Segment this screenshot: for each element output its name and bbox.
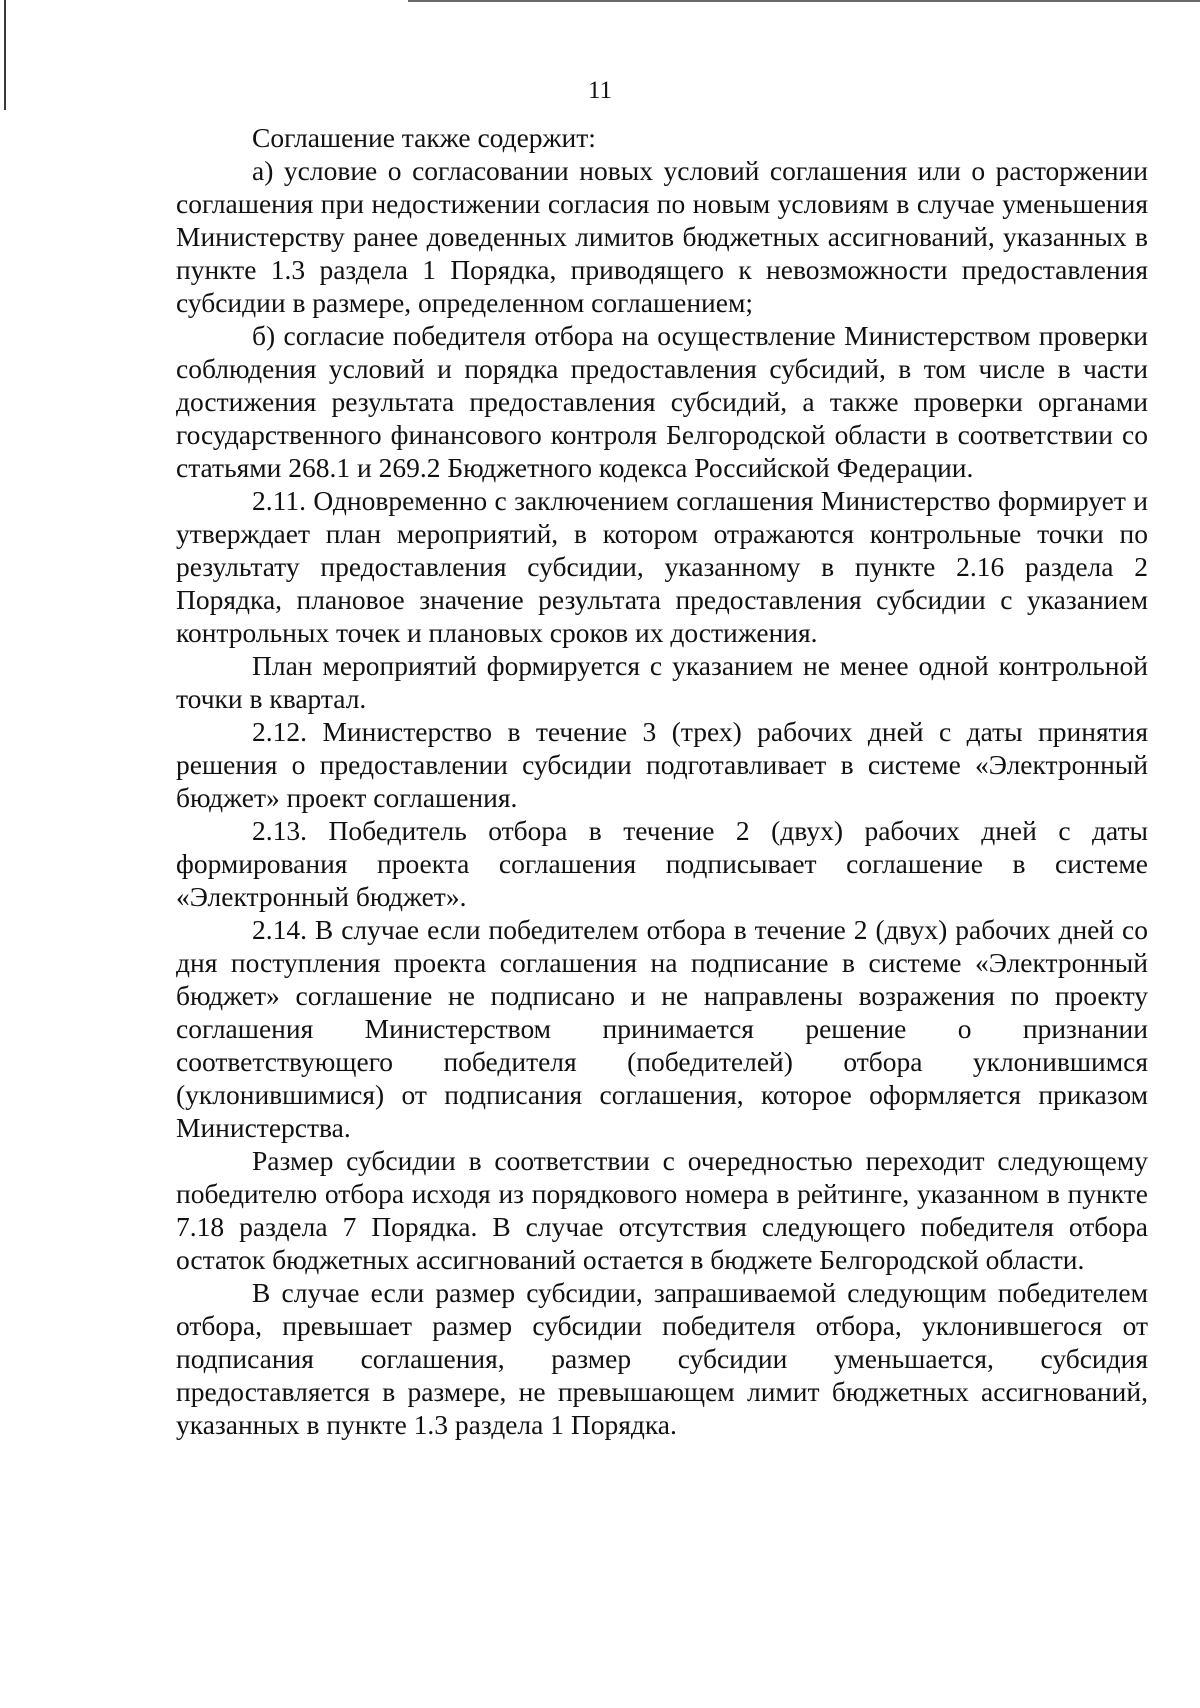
- paragraph-2-13: 2.13. Победитель отбора в течение 2 (двух) рабочих дней с даты формирования проекта соглашения подписывает соглашение в системе «Электронный бюджет».: [176, 815, 1148, 912]
- page-number: 11: [587, 77, 613, 104]
- paragraph-item-a: а) условие о согласовании новых условий соглашения или о расторжении соглашения при недостижении согласия по новым условиям в случае уменьшения Министерству ранее доведенных лимитов бюджетных ассигнований, указанных в пункте 1.3 раздела 1 Порядка, приводящего к невозможности предоставления субсидии в размере, определенном соглашением;: [176, 155, 1148, 318]
- paragraph-2-14: 2.14. В случае если победителем отбора в течение 2 (двух) рабочих дней со дня поступления проекта соглашения на подписание в системе «Электронный бюджет» соглашение не подписано и не направлены возражения по проекту соглашения Министерством принимается решение о признании соответствующего победителя (победителей) отбора уклонившимся (уклонившимися) от подписания соглашения, которое оформляется приказом Министерства.: [176, 914, 1148, 1143]
- paragraph-item-b: б) согласие победителя отбора на осуществление Министерством проверки соблюдения условий и порядка предоставления субсидий, в том числе в части достижения результата предоставления субсидий, а также проверки органами государственного финансового контроля Белгородской области в соответствии со статьями 268.1 и 269.2 Бюджетного кодекса Российской Федерации.: [176, 320, 1148, 483]
- paragraph-subsidy-reduction: В случае если размер субсидии, запрашиваемой следующим победителем отбора, превышает размер субсидии победителя отбора, уклонившегося от подписания соглашения, размер субсидии уменьшается, субсидия предоставляется в размере, не превышающем лимит бюджетных ассигнований, указанных в пункте 1.3 раздела 1 Порядка.: [176, 1277, 1148, 1440]
- paragraph-2-11: 2.11. Одновременно с заключением соглашения Министерство формирует и утверждает план мероприятий, в котором отражаются контрольные точки по результату предоставления субсидии, указанному в пункте 2.16 раздела 2 Порядка, плановое значение результата предоставления субсидии с указанием контрольных точек и плановых сроков их достижения.: [176, 485, 1148, 648]
- paragraph-agreement-contains: Соглашение также содержит:: [252, 122, 596, 153]
- scan-edge-line: [408, 0, 1200, 2]
- document-body: [176, 121, 1148, 1441]
- paragraph-action-plan: План мероприятий формируется с указанием не менее одной контрольной точки в квартал.: [176, 650, 1148, 714]
- paragraph-2-12: 2.12. Министерство в течение 3 (трех) рабочих дней с даты принятия решения о предоставлении субсидии подготавливает в системе «Электронный бюджет» проект соглашения.: [176, 716, 1148, 813]
- paragraph-subsidy-transfer: Размер субсидии в соответствии с очередностью переходит следующему победителю отбора исходя из порядкового номера в рейтинге, указанном в пункте 7.18 раздела 7 Порядка. В случае отсутствия следующего победителя отбора остаток бюджетных ассигнований остается в бюджете Белгородской области.: [176, 1145, 1148, 1275]
